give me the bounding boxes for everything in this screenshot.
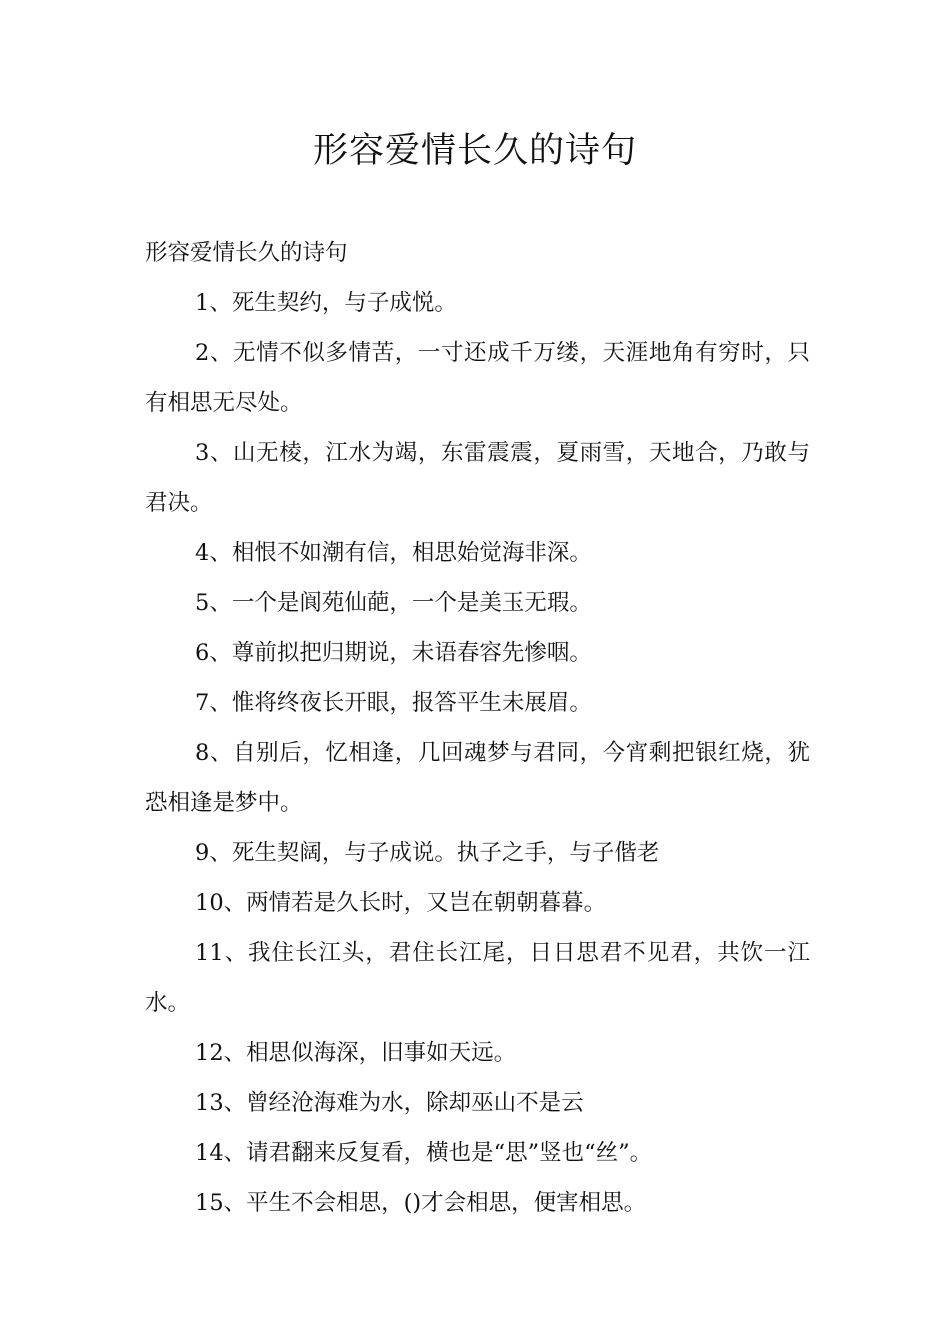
- document-title: 形容爱情长久的诗句: [312, 131, 637, 171]
- poem-line-10: 10、两情若是久长时，又岂在朝朝暮暮。: [195, 890, 607, 916]
- poem-line-4: 4、相恨不如潮有信，相思始觉海非深。: [195, 540, 592, 566]
- poem-line-14: 14、请君翻来反复看，横也是“思”竖也“丝”。: [195, 1140, 653, 1166]
- poem-line-7: 7、惟将终夜长开眼，报答平生未展眉。: [195, 690, 592, 716]
- poem-line-6: 6、尊前拟把归期说，未语春容先惨咽。: [195, 640, 592, 666]
- poem-line-11: 11、我住长江头，君住长江尾，日日思君不见君，共饮一江水。: [145, 940, 810, 1016]
- poem-line-15: 15、平生不会相思，()才会相思，便害相思。: [195, 1190, 647, 1216]
- poem-line-5: 5、一个是阆苑仙葩，一个是美玉无瑕。: [195, 590, 592, 616]
- poem-line-2: 2、无情不似多情苦，一寸还成千万缕，天涯地角有穷时，只有相思无尽处。: [145, 340, 810, 416]
- section-heading: 形容爱情长久的诗句: [145, 240, 348, 266]
- poem-line-12: 12、相思似海深，旧事如天远。: [195, 1040, 517, 1066]
- poem-line-8: 8、自别后，忆相逢，几回魂梦与君同，今宵剩把银红烧，犹恐相逢是梦中。: [145, 740, 810, 816]
- poem-line-1: 1、死生契约，与子成悦。: [195, 290, 457, 316]
- poem-line-9: 9、死生契阔，与子成说。执子之手，与子偕老: [195, 840, 660, 866]
- document-body: [145, 228, 810, 1228]
- poem-line-3: 3、山无棱，江水为竭，东雷震震，夏雨雪，天地合，乃敢与君决。: [145, 440, 810, 516]
- poem-line-13: 13、曾经沧海难为水，除却巫山不是云: [195, 1090, 584, 1116]
